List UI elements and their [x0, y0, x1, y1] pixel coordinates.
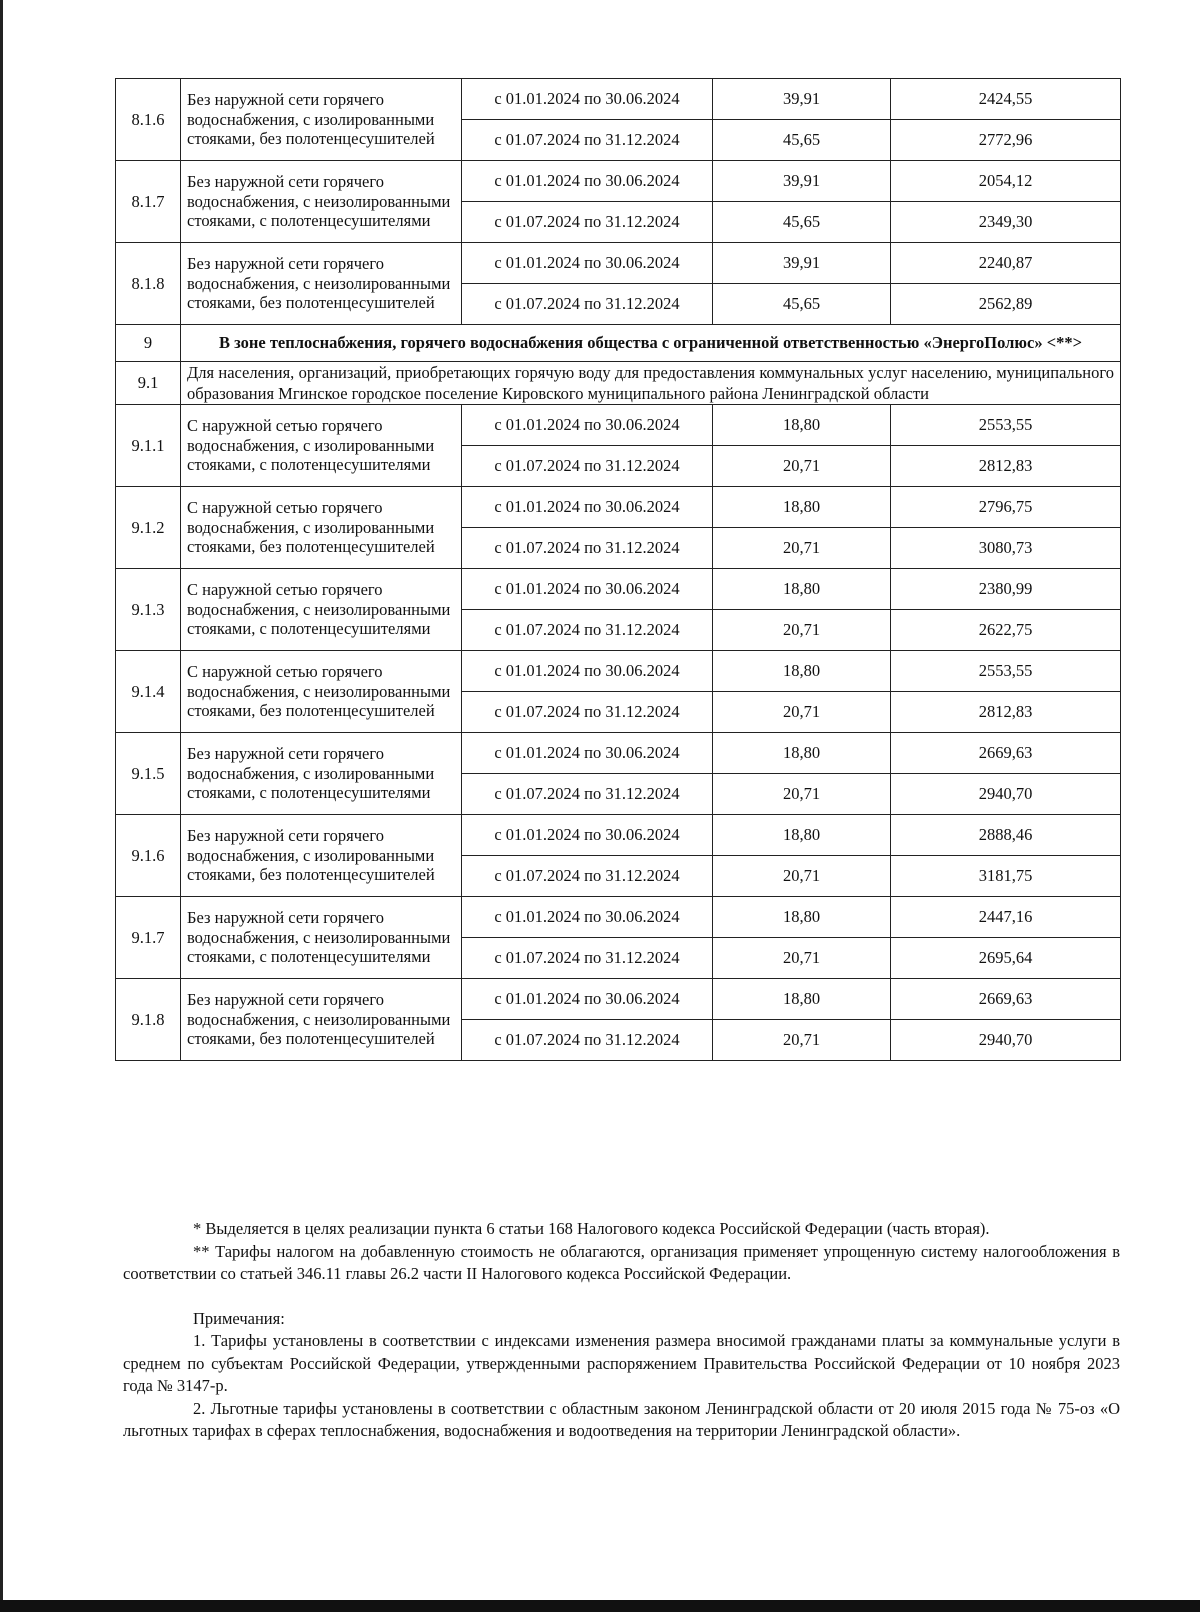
rate-cell: 18,80 — [713, 569, 891, 610]
note-2: 2. Льготные тарифы установлены в соответствии с областным законом Ленинградской области от 20 июля 2015 года № 75-оз «О льготных тарифах в сферах теплоснабжения, водоснабжения и водоотведения на территории Ленинградской области». — [123, 1398, 1120, 1440]
table-row — [116, 651, 1121, 692]
table-row — [116, 79, 1121, 120]
period-cell: с 01.07.2024 по 31.12.2024 — [462, 1020, 713, 1061]
rate-cell: 20,71 — [713, 938, 891, 979]
table-row — [116, 569, 1121, 610]
table-row — [116, 897, 1121, 938]
price-cell: 2772,96 — [891, 120, 1121, 161]
row-number: 8.1.8 — [116, 243, 181, 325]
price-cell: 2940,70 — [891, 774, 1121, 815]
rate-cell: 20,71 — [713, 610, 891, 651]
row-description: Без наружной сети горячего водоснабжения, с изолированными стояками, без полотенцесушителей — [181, 79, 462, 161]
rate-cell: 18,80 — [713, 979, 891, 1020]
price-cell: 3181,75 — [891, 856, 1121, 897]
rate-cell: 20,71 — [713, 774, 891, 815]
group-number: 9 — [116, 325, 181, 362]
row-number: 9.1.4 — [116, 651, 181, 733]
price-cell: 2669,63 — [891, 979, 1121, 1020]
row-description: С наружной сетью горячего водоснабжения, с неизолированными стояками, с полотенцесушителями — [181, 569, 462, 651]
row-description: Без наружной сети горячего водоснабжения, с неизолированными стояками, без полотенцесушителей — [181, 979, 462, 1061]
price-cell: 2940,70 — [891, 1020, 1121, 1061]
scan-left-edge — [0, 0, 3, 1612]
period-cell: с 01.01.2024 по 30.06.2024 — [462, 161, 713, 202]
notes-heading: Примечания: — [193, 1308, 285, 1328]
rate-cell: 45,65 — [713, 284, 891, 325]
period-cell: с 01.01.2024 по 30.06.2024 — [462, 79, 713, 120]
price-cell: 2553,55 — [891, 405, 1121, 446]
price-cell: 2888,46 — [891, 815, 1121, 856]
price-cell: 2553,55 — [891, 651, 1121, 692]
note-1: 1. Тарифы установлены в соответствии с индексами изменения размера вносимой гражданами платы за коммунальные услуги в среднем по субъектам Российской Федерации, утвержденными распоряжением Правительства Российской Федерации от 10 ноября 2023 года № 3147-р. — [123, 1331, 1120, 1395]
row-description: С наружной сетью горячего водоснабжения, с неизолированными стояками, без полотенцесушителей — [181, 651, 462, 733]
price-cell: 3080,73 — [891, 528, 1121, 569]
row-description: Без наружной сети горячего водоснабжения, с изолированными стояками, с полотенцесушителями — [181, 733, 462, 815]
footnote-vat: * Выделяется в целях реализации пункта 6 статьи 168 Налогового кодекса Российской Федерации (часть вторая). — [193, 1219, 990, 1238]
rate-cell: 18,80 — [713, 897, 891, 938]
rate-cell: 39,91 — [713, 161, 891, 202]
rate-cell: 18,80 — [713, 815, 891, 856]
row-description: Без наружной сети горячего водоснабжения, с изолированными стояками, без полотенцесушителей — [181, 815, 462, 897]
period-cell: с 01.01.2024 по 30.06.2024 — [462, 405, 713, 446]
period-cell: с 01.01.2024 по 30.06.2024 — [462, 733, 713, 774]
price-cell: 2812,83 — [891, 446, 1121, 487]
period-cell: с 01.07.2024 по 31.12.2024 — [462, 692, 713, 733]
row-number: 8.1.6 — [116, 79, 181, 161]
row-number: 9.1.1 — [116, 405, 181, 487]
row-number: 9.1.5 — [116, 733, 181, 815]
rate-cell: 39,91 — [713, 243, 891, 284]
row-number: 9.1.2 — [116, 487, 181, 569]
table-row — [116, 405, 1121, 446]
rate-cell: 20,71 — [713, 446, 891, 487]
row-description: С наружной сетью горячего водоснабжения, с изолированными стояками, с полотенцесушителями — [181, 405, 462, 487]
period-cell: с 01.07.2024 по 31.12.2024 — [462, 284, 713, 325]
price-cell: 2349,30 — [891, 202, 1121, 243]
row-description: Без наружной сети горячего водоснабжения, с неизолированными стояками, с полотенцесушителями — [181, 161, 462, 243]
rate-cell: 18,80 — [713, 405, 891, 446]
period-cell: с 01.01.2024 по 30.06.2024 — [462, 979, 713, 1020]
footnotes-section — [123, 1218, 1120, 1443]
rate-cell: 20,71 — [713, 528, 891, 569]
group-title: В зоне теплоснабжения, горячего водоснабжения общества с ограниченной ответственностью «ЭнергоПолюс» <**> — [181, 325, 1121, 362]
table-row — [116, 161, 1121, 202]
subgroup-description: Для населения, организаций, приобретающих горячую воду для предоставления коммунальных услуг населению, муниципального образования Мгинское городское поселение Кировского муниципального района Ленинградской области — [181, 362, 1121, 405]
table-row — [116, 487, 1121, 528]
rate-cell: 20,71 — [713, 692, 891, 733]
price-cell: 2562,89 — [891, 284, 1121, 325]
period-cell: с 01.01.2024 по 30.06.2024 — [462, 651, 713, 692]
period-cell: с 01.07.2024 по 31.12.2024 — [462, 774, 713, 815]
row-description: Без наружной сети горячего водоснабжения, с неизолированными стояками, без полотенцесушителей — [181, 243, 462, 325]
price-cell: 2240,87 — [891, 243, 1121, 284]
rate-cell: 18,80 — [713, 733, 891, 774]
row-number: 9.1.3 — [116, 569, 181, 651]
row-number: 9.1.6 — [116, 815, 181, 897]
price-cell: 2695,64 — [891, 938, 1121, 979]
rate-cell: 18,80 — [713, 651, 891, 692]
row-description: С наружной сетью горячего водоснабжения, с изолированными стояками, без полотенцесушителей — [181, 487, 462, 569]
table-row — [116, 243, 1121, 284]
period-cell: с 01.07.2024 по 31.12.2024 — [462, 202, 713, 243]
price-cell: 2054,12 — [891, 161, 1121, 202]
period-cell: с 01.07.2024 по 31.12.2024 — [462, 938, 713, 979]
price-cell: 2447,16 — [891, 897, 1121, 938]
row-number: 9.1.8 — [116, 979, 181, 1061]
row-number: 9.1.7 — [116, 897, 181, 979]
price-cell: 2622,75 — [891, 610, 1121, 651]
subgroup-row — [116, 362, 1121, 405]
price-cell: 2812,83 — [891, 692, 1121, 733]
rate-cell: 45,65 — [713, 120, 891, 161]
footnote-simplified-tax: ** Тарифы налогом на добавленную стоимость не облагаются, организация применяет упрощенную систему налогообложения в соответствии со статьей 346.11 главы 26.2 части II Налогового кодекса Российской Федерации. — [123, 1241, 1120, 1283]
rate-cell: 20,71 — [713, 1020, 891, 1061]
price-cell: 2796,75 — [891, 487, 1121, 528]
period-cell: с 01.07.2024 по 31.12.2024 — [462, 528, 713, 569]
rate-cell: 45,65 — [713, 202, 891, 243]
period-cell: с 01.07.2024 по 31.12.2024 — [462, 610, 713, 651]
scan-bottom-edge — [0, 1600, 1200, 1612]
period-cell: с 01.07.2024 по 31.12.2024 — [462, 120, 713, 161]
row-number: 8.1.7 — [116, 161, 181, 243]
period-cell: с 01.01.2024 по 30.06.2024 — [462, 487, 713, 528]
table-row — [116, 815, 1121, 856]
period-cell: с 01.07.2024 по 31.12.2024 — [462, 856, 713, 897]
rate-cell: 18,80 — [713, 487, 891, 528]
row-description: Без наружной сети горячего водоснабжения, с неизолированными стояками, с полотенцесушителями — [181, 897, 462, 979]
period-cell: с 01.01.2024 по 30.06.2024 — [462, 897, 713, 938]
table-body — [116, 79, 1121, 1061]
table-row — [116, 979, 1121, 1020]
price-cell: 2669,63 — [891, 733, 1121, 774]
subgroup-number: 9.1 — [116, 362, 181, 405]
period-cell: с 01.01.2024 по 30.06.2024 — [462, 815, 713, 856]
tariff-table — [115, 78, 1121, 1061]
period-cell: с 01.01.2024 по 30.06.2024 — [462, 243, 713, 284]
table-row — [116, 733, 1121, 774]
period-cell: с 01.07.2024 по 31.12.2024 — [462, 446, 713, 487]
rate-cell: 39,91 — [713, 79, 891, 120]
group-row — [116, 325, 1121, 362]
rate-cell: 20,71 — [713, 856, 891, 897]
period-cell: с 01.01.2024 по 30.06.2024 — [462, 569, 713, 610]
price-cell: 2380,99 — [891, 569, 1121, 610]
price-cell: 2424,55 — [891, 79, 1121, 120]
